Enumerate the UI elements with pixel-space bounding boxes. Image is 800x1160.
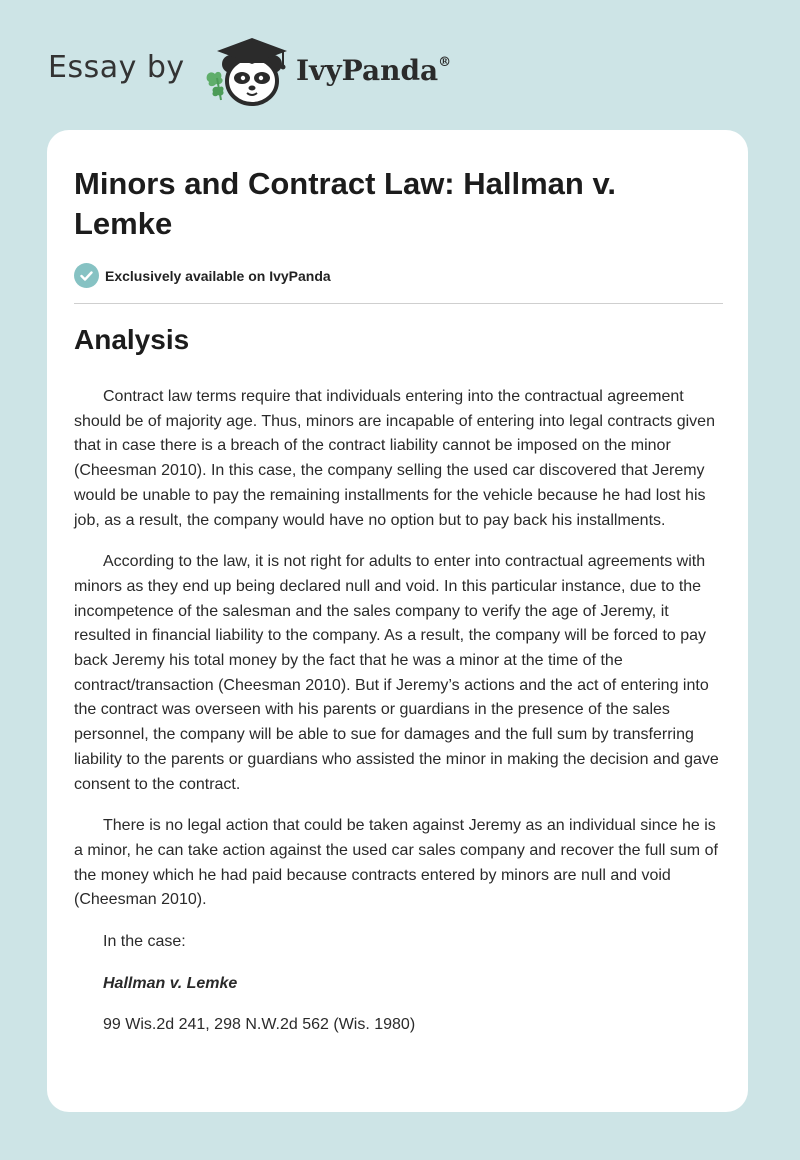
badge-label: Exclusively available on IvyPanda xyxy=(105,267,331,284)
ivypanda-logo-icon xyxy=(203,34,293,108)
case-name: Hallman v. Lemke xyxy=(103,974,238,992)
page-title: Minors and Contract Law: Hallman v. Lemke xyxy=(74,166,617,241)
brand-name: IvyPanda® xyxy=(296,54,452,87)
paragraph: Contract law terms require that individuals entering into the contractual agreement should be of majority age. Thus, minors are incapable of entering into legal contracts given that in case there is a breach of the contract liability cannot be imposed on the minor (Cheesman 2010). In this case, the company selling the used car discovered that Jeremy would be unable to pay the remaining installments for the vehicle because he had lost his job, as a result, the company would have no option but to pay back his installments. xyxy=(74,388,715,529)
article-body xyxy=(74,385,723,1055)
paragraph: According to the law, it is not right for adults to enter into contractual agreements with minors as they end up being declared null and void. In this particular instance, due to the incompetence of the salesman and the sales company to verify the age of Jeremy, it resulted in financial liability to the company. As a result, the company will be forced to pay back Jeremy his total money by the fact that he was a minor at the time of the contract/transaction (Cheesman 2010). But if Jeremy’s actions and the act of entering into the contract was overseen with his parents or guardians in the presence of the sales personnel, the company will be able to sue for damages and the full sum by transferring liability to the parents or guardians who assisted the minor in making the decision and gave consent to the contract. xyxy=(74,553,719,793)
site-header xyxy=(48,30,548,110)
essay-by-label: Essay by xyxy=(48,50,185,85)
exclusive-badge xyxy=(74,263,331,288)
case-intro: In the case: xyxy=(103,933,186,951)
section-heading: Analysis xyxy=(74,324,190,355)
paragraph: There is no legal action that could be taken against Jeremy as an individual since he is a minor, he can take action against the used car sales company and recover the full sum of the money which he had paid because contracts entered by minors are null and void (Cheesman 2010). xyxy=(74,817,718,909)
divider xyxy=(74,303,723,304)
case-citation: 99 Wis.2d 241, 298 N.W.2d 562 (Wis. 1980) xyxy=(103,1016,416,1034)
checkmark-icon xyxy=(74,263,99,288)
article-card xyxy=(47,130,748,1112)
